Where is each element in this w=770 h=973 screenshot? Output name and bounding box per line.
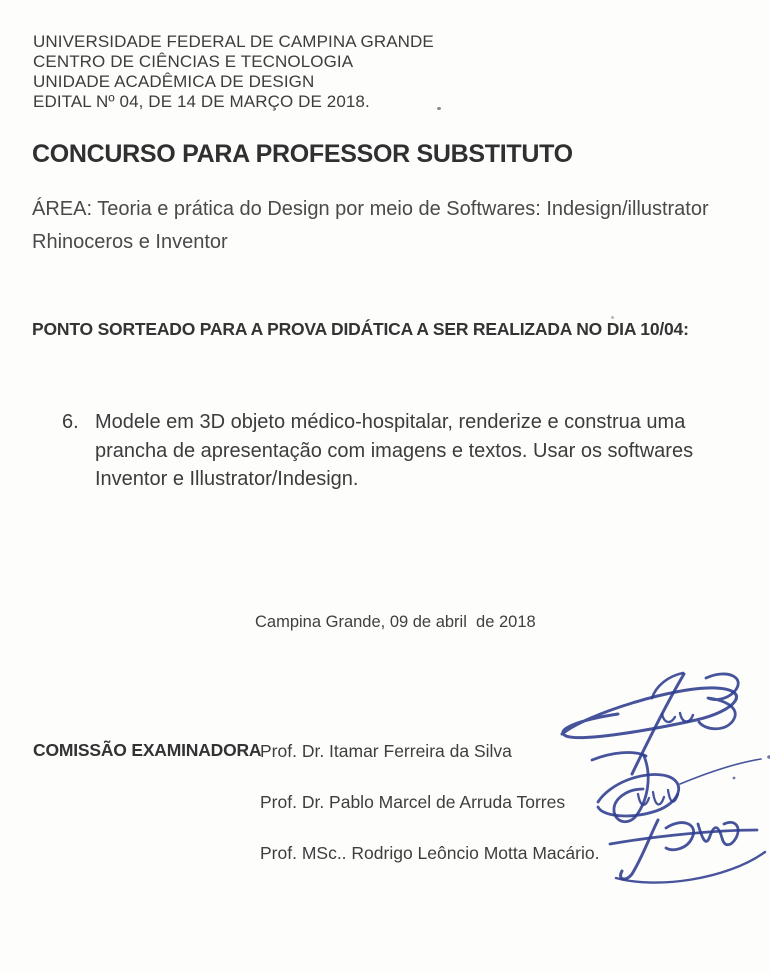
area-line-1: ÁREA: Teoria e prática do Design por meio de Softwares: Indesign/illustrator <box>32 198 709 220</box>
letterhead-line-edital: EDITAL Nº 04, DE 14 DE MARÇO DE 2018. <box>33 92 370 111</box>
item-text-line-2: prancha de apresentação com imagens e textos. Usar os softwares <box>95 439 694 462</box>
letterhead-line-unit: UNIDADE ACADÊMICA DE DESIGN <box>33 72 315 91</box>
letterhead-line-university: UNIVERSIDADE FEDERAL DE CAMPINA GRANDE <box>33 32 434 51</box>
commission-member-itamar: Prof. Dr. Itamar Ferreira da Silva <box>260 741 512 761</box>
letterhead-line-center: CENTRO DE CIÊNCIAS E TECNOLOGIA <box>33 52 354 71</box>
item-text <box>95 408 693 494</box>
item-text-line-1: Modele em 3D objeto médico-hospitalar, renderize e construa uma <box>95 411 686 433</box>
area-line-2: Rhinoceros e Inventor <box>32 231 228 253</box>
commission-label: COMISSÃO EXAMINADORA <box>33 740 262 760</box>
scan-speck <box>611 316 614 319</box>
commission-member-rodrigo: Prof. MSc.. Rodrigo Leôncio Motta Macário. <box>260 843 600 863</box>
commission-member-pablo: Prof. Dr. Pablo Marcel de Arruda Torres <box>260 792 566 812</box>
document-letterhead <box>33 32 434 112</box>
signature-rodrigo-leoncio <box>606 814 770 892</box>
commission-member-list <box>260 740 599 893</box>
signature-pablo-marcel <box>582 748 770 836</box>
scan-speck <box>437 107 441 110</box>
area-paragraph <box>32 193 709 259</box>
exam-item-6 <box>62 408 693 494</box>
item-number: 6. <box>62 411 79 433</box>
item-text-line-3: Inventor e Illustrator/Indesign. <box>95 468 359 490</box>
document-title: CONCURSO PARA PROFESSOR SUBSTITUTO <box>32 140 573 168</box>
ponto-sorteado-line: PONTO SORTEADO PARA A PROVA DIDÁTICA A SER REALIZADA NO DIA 10/04: <box>32 319 689 339</box>
date-line: Campina Grande, 09 de abril de 2018 <box>255 613 536 631</box>
